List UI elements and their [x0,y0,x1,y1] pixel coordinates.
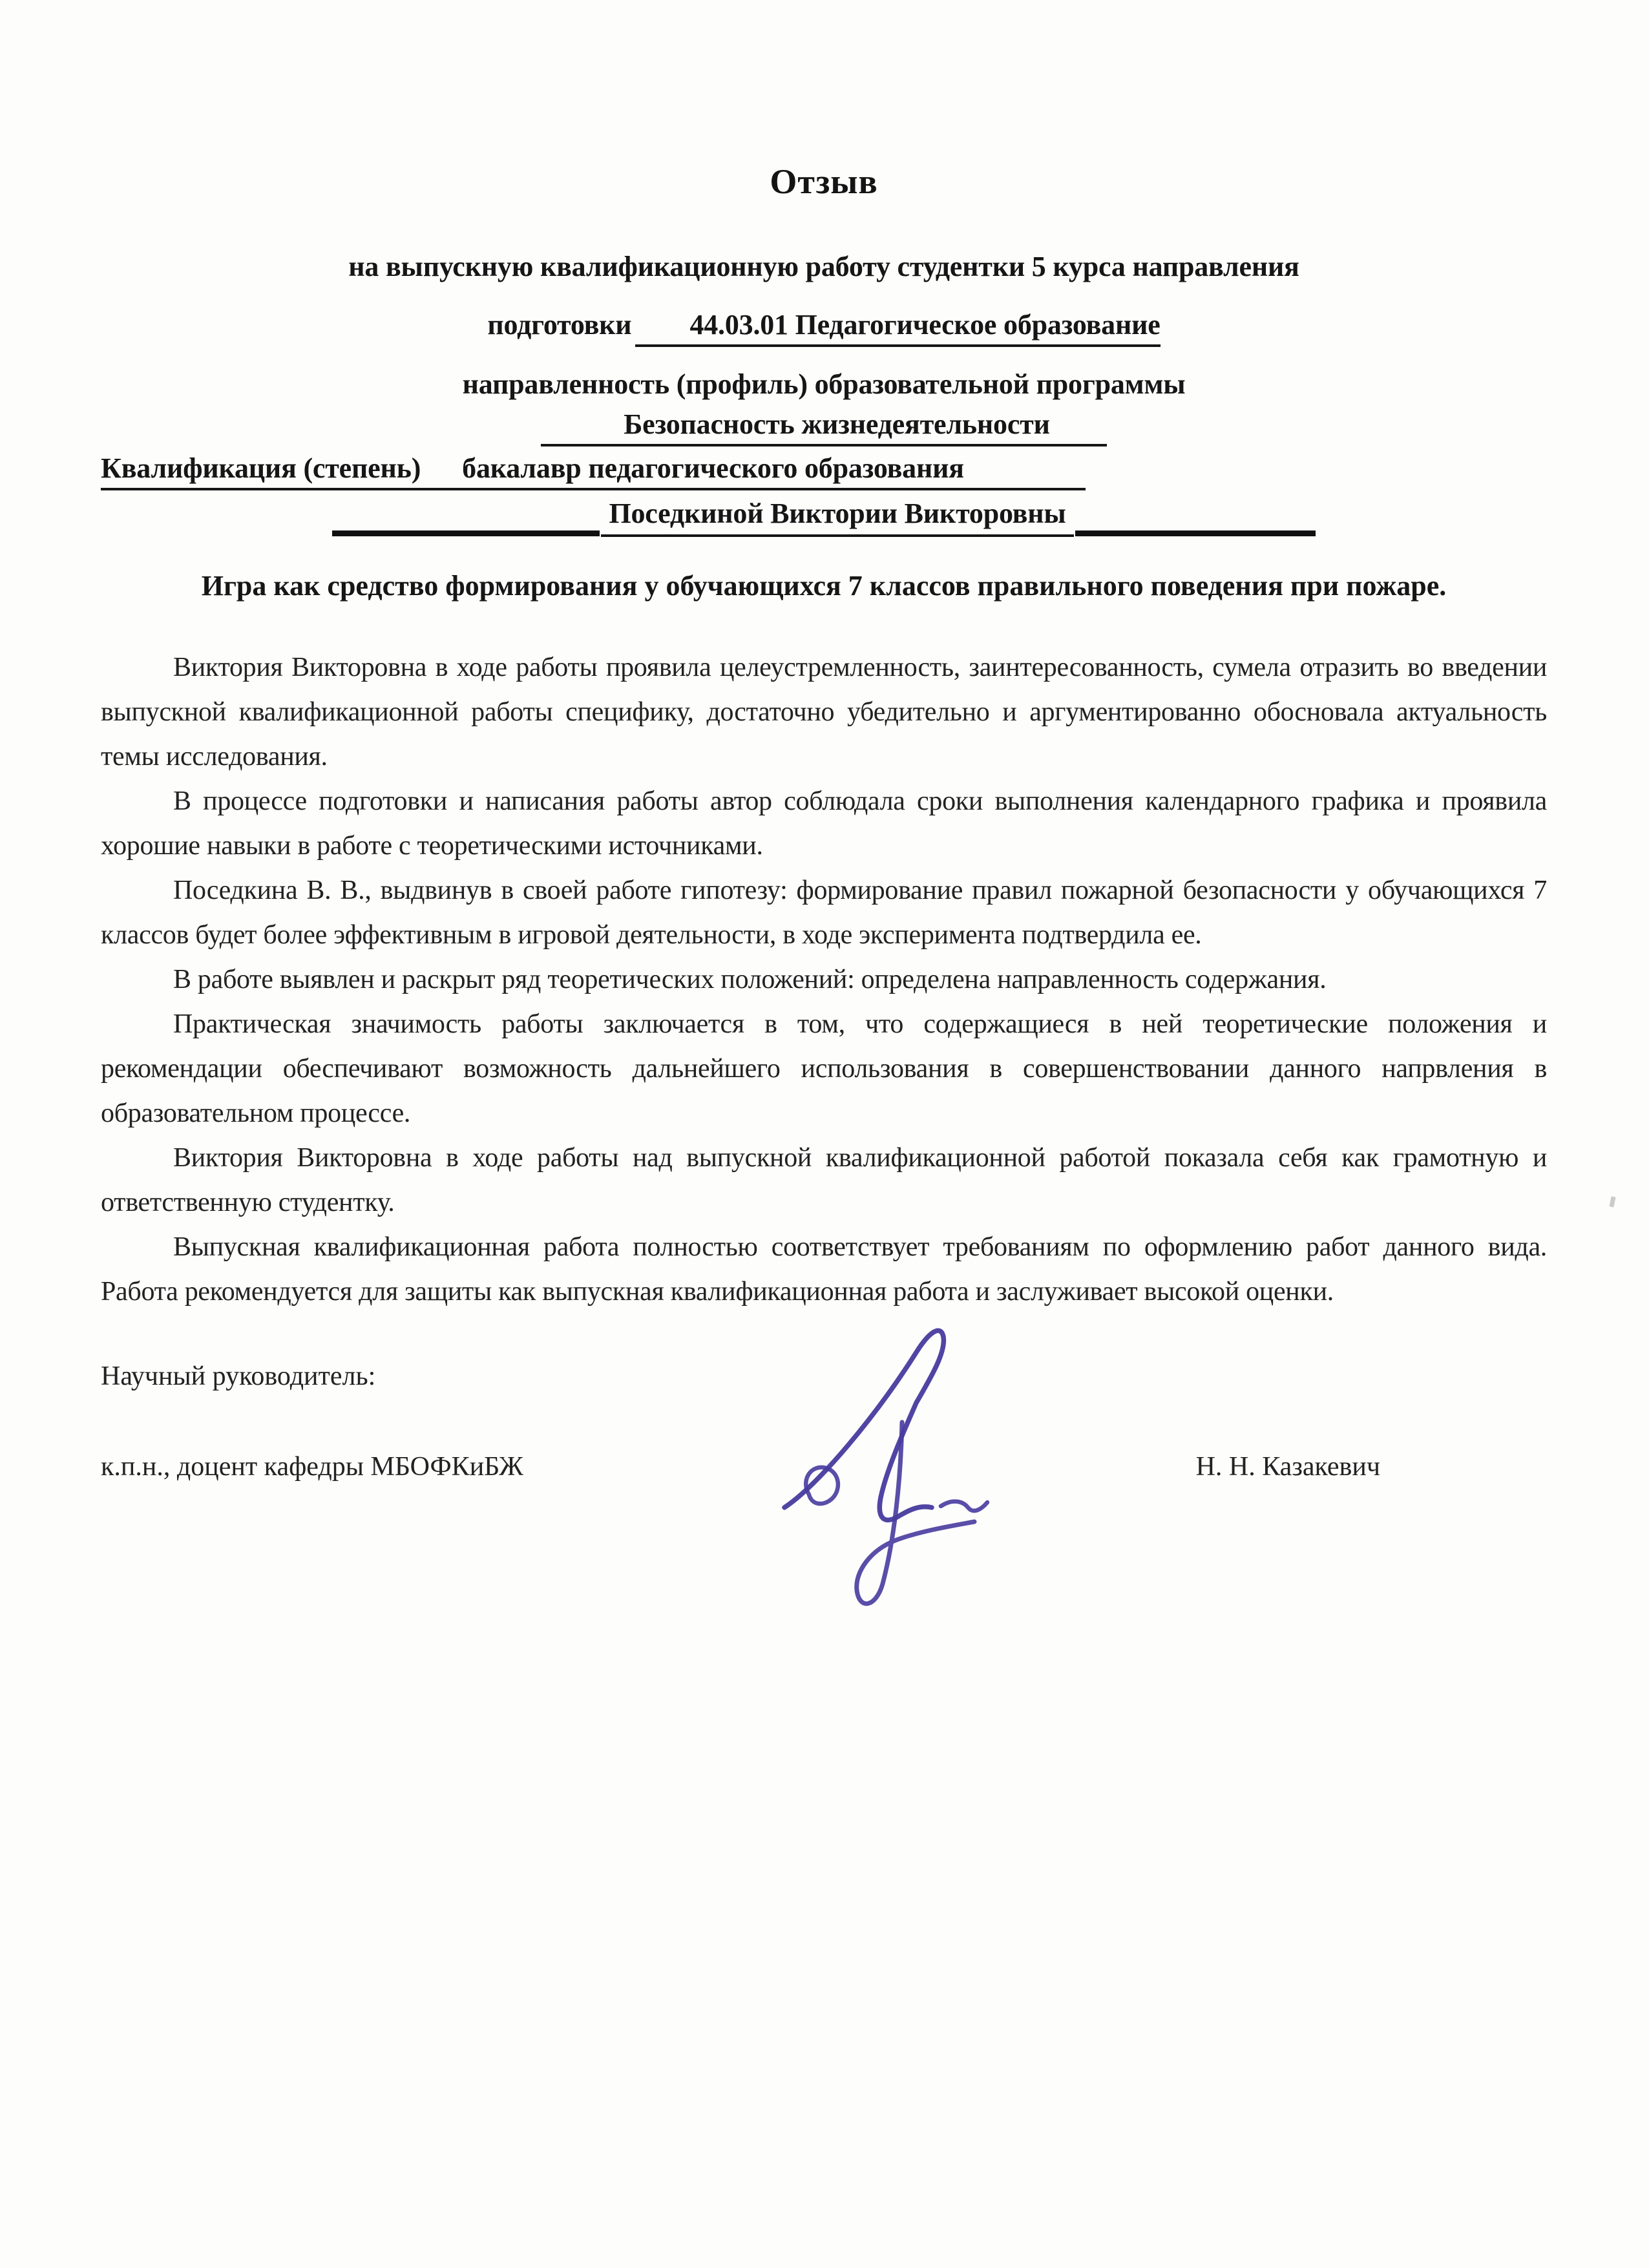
paragraph: Виктория Викторовна в ходе работы проявила целеустремленность, заинтересованность, сумела отразить во введении выпускной квалификационной работы специфику, достаточно убедительно и аргументированно обосновала актуальность темы исследования. [101,653,1547,772]
student-name-underlined [601,496,1073,537]
signature-stroke-descender [857,1422,974,1604]
signature-row [101,1451,1547,1482]
paragraph: Поседкина В. В., выдвинув в своей работе гипотезу: формирование правил пожарной безопасности у обучающихся 7 классов будет более эффективным в игровой деятельности, в ходе эксперимента подтвердила ее. [101,876,1547,950]
paragraph: В процессе подготовки и написания работы автор соблюдала сроки выполнения календарного графика и проявила хорошие навыки в работе с теоретическими источниками. [101,786,1547,861]
qualification-underlined [101,452,1086,490]
paragraph: В работе выявлен и раскрыт ряд теоретических положений: определена направленность содержания. [173,965,1327,994]
underscore-bar-left [332,530,600,536]
student-name-line [101,496,1547,537]
underscore-bar-right [1075,530,1316,536]
handwritten-signature-ink [747,1312,1005,1616]
student-name: Поседкиной Виктории Викторовны [609,498,1066,529]
profile-value-line [101,407,1547,442]
program-prefix: подготовки [487,309,632,341]
profile-underlined [541,408,1106,446]
subtitle-line: на выпускную квалификационную работу студентки 5 курса направления [348,251,1299,282]
signature-stroke-flick [941,1502,987,1511]
qualification-label: Квалификация (степень) [101,452,421,484]
paragraph: Выпускная квалификационная работа полностью соответствует требованиям по оформлению работ данного вида. Работа рекомендуется для защиты как выпускная квалификационная работа и заслуживает высокой оценки. [101,1232,1547,1307]
qualification-value: бакалавр педагогического образования [462,452,964,484]
program-underlined [635,309,1160,347]
program-line [101,308,1547,342]
work-title: Игра как средство формирования у обучающихся 7 классов правильного поведения при пожаре. [201,570,1447,602]
qualification-line [101,451,1547,486]
document-title: Отзыв [770,162,878,201]
paragraph: Практическая значимость работы заключается в том, что содержащиеся в ней теоретические положения и рекомендации обеспечивают возможность дальнейшего использования в совершенствовании данного напрвления в образовательном процессе. [101,1009,1547,1128]
profile-value: Безопасность жизнедеятельности [624,408,1050,440]
scan-artifact-mark [1609,1196,1615,1207]
paragraph: Виктория Викторовна в ходе работы над выпускной квалификационной работой показала себя как грамотную и ответственную студентку. [101,1143,1547,1217]
program-value: 44.03.01 Педагогическое образование [689,309,1161,341]
profile-label-line: направленность (профиль) образовательной программы [462,368,1186,400]
supervisor-label: Научный руководитель: [101,1361,376,1391]
supervisor-name: Н. Н. Казакевич [1195,1452,1380,1482]
signature-stroke-bowl [806,1467,838,1504]
supervisor-position: к.п.н., доцент кафедры МБОФКиБЖ [101,1452,523,1482]
review-body [101,646,1547,1314]
signature-stroke-peak [784,1330,943,1520]
